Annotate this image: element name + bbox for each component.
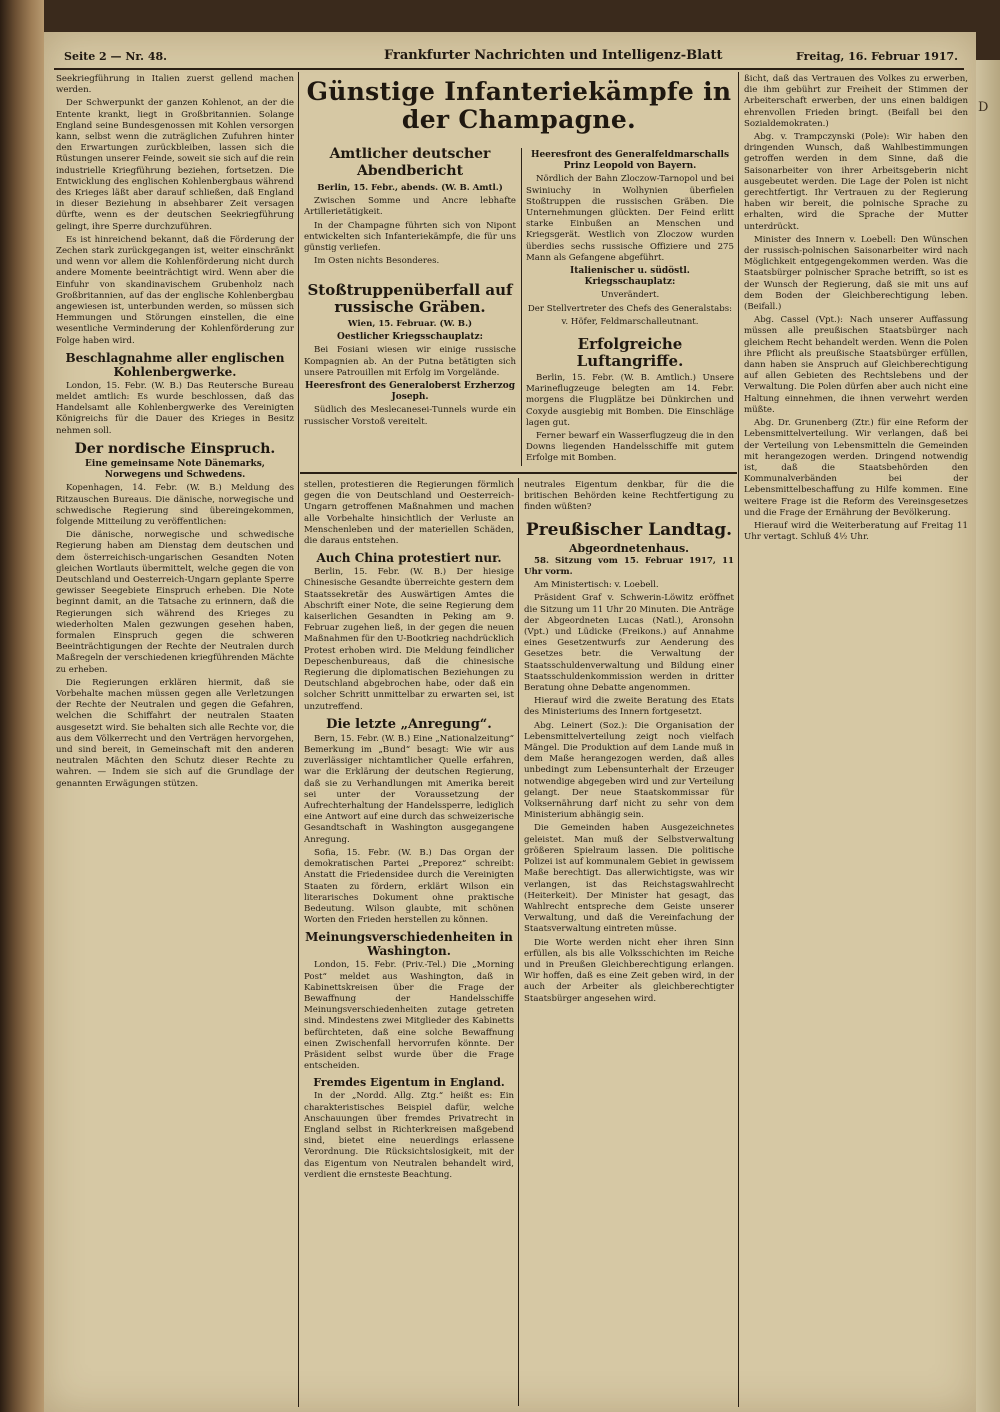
headline-anregung: Die letzte „Anregung“. [326, 716, 492, 732]
headline-beschlagnahme: Beschlagnahme aller englischen Kohlenbergwerke. [65, 350, 285, 379]
issue-date: Freitag, 16. Februar 1917. [795, 50, 958, 63]
paragraph: In der „Nordd. Allg. Ztg.“ heißt es: Ein charakteristisches Beispiel dafür, welche Anschauungen über fremdes Privatrecht in England selbst in Richterkreisen maßgebend sind, bietet eine neuerdings erlassene Verordnung. Die Rücksichtslosigkeit, mit der das Eigentum von Neutralen behandelt wird, verdient die ernsteste Beachtung. [304, 1091, 514, 1180]
paragraph: Die dänische, norwegische und schwedische Regierung haben am Dienstag dem deutschen und dem österreichisch-ungarischen Gesandten Noten gleichen Wortlauts übermittelt, welche gegen die von Deutschland und Oesterreich-Ungarn geplante Sperre gewisser Seegebiete Einspruch erheben. Die Note beginnt damit, an die Tatsache zu erinnern, daß die Regierungen sich während des Krieges zu wiederholten Malen gezwungen gesehen haben, formalen Einspruch gegen die schweren Beeinträchtigungen der Rechte der Neutralen durch Maßregeln der verschiedenen kriegführenden Mächte zu erheben. [56, 530, 294, 675]
subheadline: Oestlicher Kriegsschauplatz: [337, 332, 483, 343]
headline-meinungsverschiedenheiten: Meinungsverschiedenheiten in Washington. [305, 930, 513, 959]
section-rule [300, 472, 737, 474]
amtlicher-bericht [304, 146, 516, 274]
column-3 [524, 480, 734, 1405]
paragraph: Es ist hinreichend bekannt, daß die Förderung der Zechen stark zurückgegangen ist, weiter einschränkt und wenn vor allem die Kohlenförderung nicht durch andere Momente beeinträchtigt wird. Wenn aber die Einfuhr von skandinavischem Grubenholz nach Großbritannien, auf das der englische Kohlenbergbau angewiesen ist, unterbunden werden, so müssen sich Hemmungen und Störungen einstellen, die eine wesentliche Verminderung der Kohlenförderung zur Folge haben wird. [56, 234, 294, 346]
book-spine [0, 0, 44, 1412]
paragraph: Kopenhagen, 14. Febr. (W. B.) Meldung des Ritzauschen Bureaus. Die dänische, norwegische und schwedische Regierung sind übereingekommen, folgende Mitteilung zu veröffentlichen: [56, 483, 294, 527]
headline-fremdes-eigentum: Fremdes Eigentum in England. [313, 1076, 505, 1090]
paragraph: Nördlich der Bahn Zloczow-Tarnopol und bei Swiniuchy in Wolhynien überfielen Stoßtruppen die russischen Gräben. Die Unternehmungen glückten. Der Feind erlitt starke Einbußen an Menschen und Kriegsgerät. Westlich von Zloczow wurden überdies sechs russische Offiziere und 275 Mann als Gefangene abgeführt. [526, 174, 734, 263]
paragraph: Berlin, 15. Febr. (W. B.) Der hiesige Chinesische Gesandte überreichte gestern dem Staatssekretär des Auswärtigen Amtes die Abschrift einer Note, die seine Regierung dem kaiserlichen Gesandten in Peking am 9. Februar zugehen ließ, in der gegen die neuen Maßnahmen für den U-Bootkrieg nachdrücklich Protest erhoben wird. Die Meldung feindlicher Depeschenbureaus, daß die chinesische Regierung die diplomatischen Beziehungen zu Deutschland abgebrochen habe, oder daß ein solcher Schritt unmittelbar zu erwarten sei, ist unzutreffend. [304, 567, 514, 712]
headline-stosstruppen: Stoßtruppenüberfall auf russische Gräben. [307, 281, 513, 316]
leopold-report [526, 148, 734, 328]
column-4 [744, 74, 968, 1404]
column-2-lower [304, 480, 514, 1405]
paragraph: London, 15. Febr. (W. B.) Das Reutersche Bureau meldet amtlich: Es wurde beschlossen, daß das Handelsamt alle Kohlenbergwerke des Vereinigten Königreichs für die Dauer des Krieges in Besitz nehmen soll. [56, 380, 294, 436]
paragraph: neutrales Eigentum denkbar, für die die britischen Behörden keine Rechtfertigung zu finden wüßten? [524, 480, 734, 513]
headline-landtag: Preußischer Landtag. [525, 519, 733, 540]
paragraph: ßicht, daß das Vertrauen des Volkes zu erwerben, die ihm gebührt zur Freiheit der Stimmen der Arbeiterschaft erwerben, der uns einen baldigen ehrenvollen Frieden bringt. (Beifall bei den Sozialdemokraten.) [744, 74, 968, 129]
masthead: Frankfurter Nachrichten und Intelligenz-Blatt [384, 48, 723, 63]
headline-nordischer-einspruch: Der nordische Einspruch. [74, 440, 276, 457]
column-rule [518, 478, 519, 1406]
signature-line: v. Höfer, Feldmarschalleutnant. [561, 316, 699, 327]
paragraph: Bei Fosiani wiesen wir einige russische Kompagnien ab. An der Putna betätigten sich unsere Patrouillen mit Erfolg im Vorgelände. [304, 345, 516, 378]
dateline: Wien, 15. Februar. (W. B.) [347, 319, 473, 329]
subheadline: Heeresfront des Generalfeldmarschalls Prinz Leopold von Bayern. [530, 150, 730, 172]
headline-amtlicher-bericht: Amtlicher deutscher Abendbericht [329, 146, 491, 179]
column-rule [521, 148, 522, 466]
paragraph: Abg. v. Trampczynski (Pole): Wir haben den dringenden Wunsch, daß Wahlbestimmungen getroffen werden in dem Sinne, daß die Saisonarbeiter von ihrer Arbeitsgeberin nicht ausgebeutet werden. Die Lage der Polen ist nicht gerechtfertigt. Ihr Vertrauen zu der Regierung haben wir bereit, die polnische Sprache zu erhalten, wird die Sprache der Mutter unterdrückt. [744, 132, 968, 232]
next-page-edge [976, 60, 1000, 1412]
paragraph: Zwischen Somme und Ancre lebhafte Artillerietätigkeit. [304, 196, 516, 218]
paragraph: Die Gemeinden haben Ausgezeichnetes geleistet. Man muß der Selbstverwaltung größeren Spielraum lassen. Die politische Polizei ist auf kommunalem Gebiet in gewissem Maße berechtigt. Das allerwichtigste, was wir verlangen, ist das Reichstagswahlrecht (Heiterkeit). Der Minister hat gesagt, das Wahlrecht entspreche dem Geiste unserer Verwaltung, und daß die Vereinfachung der Staatsverwaltung eintreten müsse. [524, 823, 734, 935]
paragraph: Abg. Leinert (Soz.): Die Organisation der Lebensmittelverteilung zeigt noch vielfach Mängel. Die Produktion auf dem Lande muß in dem Maße herangezogen werden, daß alles unbedingt zum Lebensunterhalt der Erzeuger notwendige abgegeben wird und zur Verteilung gelangt. Der neue Staatskommissar für Volksernährung darf nicht zu sehr von dem Ministerium abhängig sein. [524, 720, 734, 821]
column-rule [738, 72, 739, 1407]
stosstruppen-article [304, 276, 516, 468]
paragraph: Minister des Innern v. Loebell: Den Wünschen der russisch-polnischen Saisonarbeiter wird nach Möglichkeit entgegengekommen werden. Was die Staatsbürger polnischer Sprache betrifft, so ist es der Wunsch der Regierung, daß sie mit uns auf dem Boden der Gleichberechtigung leben. (Beifall.) [744, 234, 968, 313]
paragraph: Im Osten nichts Besonderes. [314, 256, 440, 267]
paragraph: Seekriegführung in Italien zuerst gellend machen werden. [56, 74, 294, 96]
column-1 [56, 74, 294, 1404]
paragraph: Am Ministertisch: v. Loebell. [534, 580, 659, 591]
next-page-fragment: D [978, 100, 989, 115]
dateline: Berlin, 15. Febr., abends. (W. B. Amtl.) [317, 183, 503, 193]
paragraph: Ferner bewarf ein Wasserflugzeug die in den Downs liegenden Handelsschiffe mit gutem Erfolge mit Bomben. [526, 431, 734, 464]
paragraph: Sofia, 15. Febr. (W. B.) Das Organ der demokratischen Partei „Preporez“ schreibt: Anstatt die Friedensidee durch die Vereinigten Staaten zu fördern, erklärt Wilson ein literarisches Dokument ohne praktische Bedeutung. Wilson glaubte, mit schönen Worten den Frieden herstellen zu können. [304, 847, 514, 926]
paragraph: Die Worte werden nicht eher ihren Sinn erfüllen, als bis alle Volksschichten im Reiche und in Preußen Gleichberechtigung erlangen. Wir hoffen, daß es eine Zeit geben wird, in der auch der Arbeiter als gleichberechtigter Staatsbürger angesehen wird. [524, 937, 734, 1004]
paragraph: London, 15. Febr. (Priv.-Tel.) Die „Morning Post“ meldet aus Washington, daß in Kabinettskreisen über die Frage der Bewaffnung der Handelsschiffe Meinungsverschiedenheiten zutage getreten sind. Mindestens zwei Mitglieder des Kabinetts befürchteten, daß eine solche Bewaffnung einen Zwischenfall hervorrufen könnte. Der Präsident selbst wurde über die Frage entscheiden. [304, 960, 514, 1072]
session-line: 58. Sitzung vom 15. Februar 1917, 11 Uhr vorm. [524, 555, 734, 578]
column-rule [298, 72, 299, 1407]
signature-line: Der Stellvertreter des Chefs des Generalstabs: [527, 303, 733, 314]
paragraph: Unverändert. [600, 290, 660, 301]
paragraph: Südlich des Meslecanesei-Tunnels wurde ein russischer Vorstoß vereitelt. [304, 405, 516, 427]
paragraph: Hierauf wird die Weiterberatung auf Freitag 11 Uhr vertagt. Schluß 4½ Uhr. [744, 520, 968, 543]
paragraph: stellen, protestieren die Regierungen förmlich gegen die von Deutschland und Oesterreich-Ungarn getroffenen Maßnahmen und machen alle Vorbehalte hinsichtlich der Verluste an Menschenleben und der materiellen Schäden, die daraus entstehen. [304, 480, 514, 547]
headline-luftangriffe: Erfolgreiche Luftangriffe. [576, 335, 684, 370]
newspaper-page [44, 32, 976, 1412]
subheadline: Italienischer u. südöstl. Kriegsschauplatz: [570, 266, 690, 288]
page-header [54, 48, 964, 70]
luftangriffe-article [526, 330, 734, 468]
paragraph: Präsident Graf v. Schwerin-Löwitz eröffnet die Sitzung um 11 Uhr 20 Minuten. Die Anträge der Abgeordneten Lucas (Natl.), Aronsohn (Vpt.) und Lüdicke (Freikons.) auf Annahme eines Gesetzentwurfs zur Aenderung des Gesetzes betr. die Verwaltung der Staatsschuldenverwaltung und Bildung einer Staatsschuldenkommission werden in dritter Beratung ohne Debatte angenommen. [524, 593, 734, 694]
subheadline: Abgeordnetenhaus. [569, 541, 689, 555]
paragraph: Abg. Cassel (Vpt.): Nach unserer Auffassung müssen alle preußischen Staatsbürger nach gleichem Recht behandelt werden. Wenn die Polen ihre Pflicht als preußische Staatsbürger erfüllen, dann haben sie Anspruch auf Gleichberechtigung auf allen Gebieten des Rechtslebens und der Verwaltung. Die Polen dürfen aber auch nicht eine Haltung einnehmen, die ihnen verwehrt werden müßte. [744, 315, 968, 415]
paragraph: Bern, 15. Febr. (W. B.) Eine „Nationalzeitung“ Bemerkung im „Bund“ besagt: Wie wir aus zuverlässiger nichtamtlicher Quelle erfahren, war die Erklärung der deutschen Regierung, daß sie zu Verhandlungen mit Amerika bereit sei unter der Voraussetzung der Aufrechterhaltung der Handelssperre, lediglich eine Antwort auf eine durch das schweizerische Gesandtschaft in Washington ausgegangene Anregung. [304, 733, 514, 845]
paragraph: Der Schwerpunkt der ganzen Kohlenot, an der die Entente krankt, liegt in Großbritannien. Solange England seine Bundesgenossen mit Kohlen versorgen kann, selbst wenn die zuträglichen Zufuhren hinter den Erwartungen zurückbleiben, lassen sich die Rüstungen unserer Feinde, soweit sie sich auf die rein industrielle Kriegführung beziehen, fortsetzen. Die Entwicklung des englischen Kohlenbergbaus während des Krieges läßt aber darauf schließen, daß England in dieser Beziehung in absehbarer Zeit versagen dürfte, wenn es der deutschen Seekriegführung gelingt, ihre Sperre durchzuführen. [56, 98, 294, 232]
headline-china: Auch China protestiert nur. [316, 551, 502, 566]
paragraph: Hierauf wird die zweite Beratung des Etats des Ministeriums des Innern fortgesetzt. [524, 696, 734, 718]
paragraph: In der Champagne führten sich von Nipont entwickelten sich Infanteriekämpfe, die für uns günstig verliefen. [304, 220, 516, 254]
main-headline: Günstige Infanteriekämpfe in der Champagne. [306, 77, 732, 134]
paragraph: Abg. Dr. Grunenberg (Ztr.) für eine Reform der Lebensmittelverteilung. Wir verlangen, daß bei der Verteilung von Lebensmitteln die Gemeinden mit herangezogen werden. Dringend notwendig ist, daß die Staatsbehörden den Kommunalverbänden bei der Lebensmittelbeschaffung zu Hilfe kommen. Eine weitere Frage ist die Reform des Vereinsgesetzes und die Frage der Ernährung der Bevölkerung. [744, 418, 968, 518]
subheadline: Heeresfront des Generaloberst Erzherzog Joseph. [304, 381, 516, 403]
paragraph: Die Regierungen erklären hiermit, daß sie Vorbehalte machen müssen gegen alle Verletzungen der Rechte der Neutralen und gegen die Gefahren, welchen die Schiffahrt der neutralen Staaten ausgesetzt wird. Sie behalten sich alle Rechte vor, die aus dem Völkerrecht und den Verträgen hervorgehen, und sind bereit, in Gemeinschaft mit den anderen neutralen Mächten den Schutz dieser Rechte zu wahren. — Indem sie sich auf die Grundlage der genannten Erwägungen stützen. [56, 677, 294, 789]
page-number: Seite 2 — Nr. 48. [64, 50, 167, 63]
paragraph: Berlin, 15. Febr. (W. B. Amtlich.) Unsere Marineflugzeuge belegten am 14. Febr. morgens die Flugplätze bei Dünkirchen und Coxyde ausgiebig mit Bomben. Die Einschläge lagen gut. [526, 373, 734, 428]
subheadline: Eine gemeinsame Note Dänemarks, Norwegens und Schwedens. [85, 458, 265, 481]
